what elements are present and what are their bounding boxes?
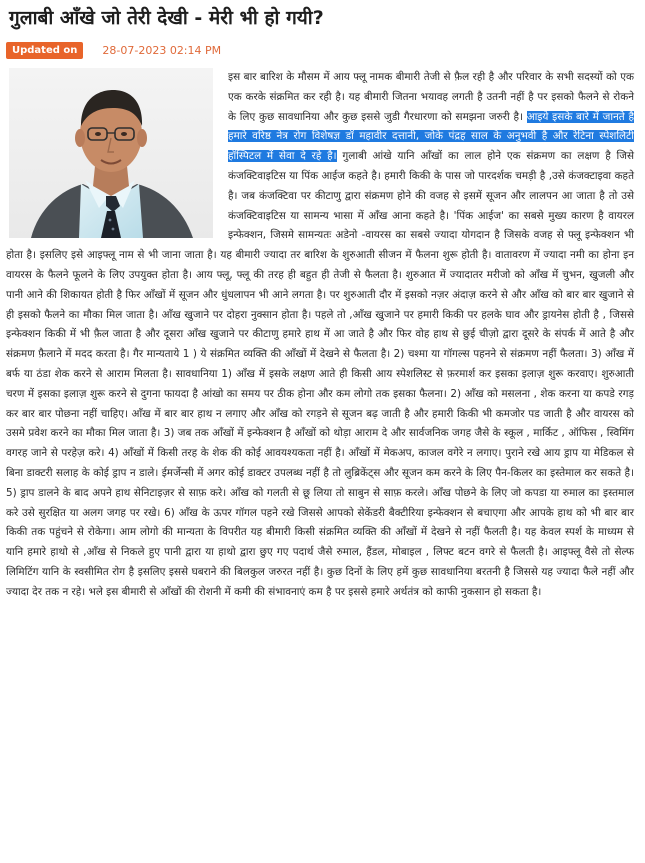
updated-badge: Updated on (6, 42, 83, 59)
selected-text-highlight[interactable]: आइये इसके बारे में जानते है हमारे वरिष्ठ नेत्र रोग विशेषज्ञ डॉ महावीर दत्तानी, जोके पंद्रह साल के अनुभवी है और रेटिना स्पेशलिटी हॉस्पिटल में सेवा दे रहे है। (228, 110, 634, 163)
image-float-spacer (6, 68, 228, 240)
article-body-intro: इस बार बारिश के मौसम में आय फ्लू नामक बीमारी तेजी से फ़ैल रही है और परिवार के सभी सदस्यों को एक एक करके संक्रमित कर रही है। यह बीमारी जितना भयावह लगती है उतनी नहीं है पर इसको फैलने से रोकने के लिए कुछ सावधानिया और कुछ इससे जुडी गैरधारणा को समझना जरुरी है। (228, 71, 634, 123)
article-meta (6, 42, 221, 59)
article-headline: गुलाबी आँखे जो तेरी देखी - मेरी भी हो गयी? (9, 7, 324, 29)
article-body (6, 68, 634, 603)
article-body-rest: गुलाबी आंखे यानि आँखों का लाल होने एक संक्रमण का लक्षण है जिसे कंजक्टिवाइटिस या पिंक आईज कहते है। हमारी किकी के पास जो पारदर्शक चमड़ी है ,उसे कंजक्टाइवा कहते है। जब कंजक्टिवा पर कीटाणु द्वारा संक्रमण होने की वजह से इसमें सूजन और लालपन आ जाता है तो उसे कंजक्टिवाइटिस या सामन्य भासा में आँख आना कहते है। 'पिंक आईज' का सबसे मुख्य कारण है वायरल इन्फेक्शन, जिसमे सामन्यतः अडेनो -वायरस का सबसे ज्यादा योगदान है जिसके वजह से फ्लू इन्फेक्शन भी होता है। इसलिए इसे आइफ्लू नाम से भी जाना जाता है। यह बीमारी ज्यादा तर बारिश के शुरुआती सीजन में फैलना शुरू होती है। वातावरण में ज्यादा नमी का होना इन वायरस के फैलने फूलने के लिए उपयुक्त होता है। आय फ्लू, फ्लू की तरह ही बहुत ही तेजी से फैलता है। शुरुआत में ज्यादातर मरीजो को आँख में चुभन, खुजली और पानी आने की शिकायत होती है फिर आँखों में सूजन और धुंधलापन भी आने लगता है। पर शुरुआती दौर में इसको नज़र अंदाज़ करने से और आँख को बार बार खुजाने से ही इसको फैलने का मौका मिल जाता है। आँख खुजाने पर दोहरा नुक्सान होता है। पहले तो ,आँख खुजाने पर हमारी किकी पर हलके घाव और ड्रायनेस होती है , जिससे इन्फेक्शन किकी में भी फ़ैल जाता है और दूसरा आँख खुजाने पर कीटाणु हमारे हाथ में आ जाते है और फिर वोह हाथ से छुई चीज़ो द्वारा दूसरे के संपर्क में आते है और संक्रमण फ़ैलाने में मदद करता है। गैर मान्यताये 1 ) ये संक्रमित व्यक्ति की आँखों में देखने से फैलता है। 2) चश्मा या गॉगल्स पहनने से संक्रमण नहीं फैलता। 3) आँख में बर्फ या ठंडा शेक करने से आराम मिलता है। सावधानिया 1) आँख में इसके लक्षण आते ही किसी आय स्पेशलिस्ट से फ़रमार्श कर इसका इलाज़ शुरू करवाए। शुरुआती चरण में इसका इलाज़ शुरू करने से दुगना फायदा है आंखो का समय पर ठीक होना और कम लोगो तक इसका फैलना। 2) आँख को मसलना , शेक करना या कपडे रगड़ कर बार बार पोछना नहीं चाहिए। आँख में बार बार हाथ न लगाए और आँख को रगड़ने से सूजन बढ़ जाती है और हमारी किकी भी कमजोर पड जाती है और वायरस को उसमे प्रवेश करने का मौका मिल जाता है। 3) जब तक आँखों में इन्फेक्शन है आँखों को थोड़ा आराम दे और सार्वजनिक जगह जैसे के स्कूल , मार्किट , ऑफिस , स्विमिंग वगरह जाने से परहेज़ करे। 4) आँखों में किसी तरह के शेक की कोई आवयश्यकता नहीं है। आँखों में मेकअप, काजल वगेरे न लगाए। पुराने रखे आय ड्राप या मेडिकल से बिना डाक्टरी सलाह के कोई ड्राप न डाले। ईमर्जेन्सी में अगर कोई डाक्टर उपलब्ध नहीं है तो लुब्रिकेंट्स और सूजन कम करने के लिए पैन-किलर का इस्तेमाल कर सकते है। 5) ड्राप डालने के बाद अपने हाथ सेनिटाइज़र से साफ़ करे। आँख को गलती से छू लिया तो साबुन से साफ़ करले। आँख पोछने के लिए जो कपडा या रुमाल का इस्तमाल करे उसे सुरक्षित या अलग जगह पर रखे। 6) आँख के ऊपर गॉगल पहने रखे जिससे आपको सेकेंडरी बैक्टीरिया इन्फेक्शन से बचाएगा और आपके हाथ को भी बार बार किकी तक पहुंचने से रोकेगा। आम लोगो की मान्यता के विपरीत यह बीमारी किसी संक्रमित व्यक्ति की आँखों में देखने से नहीं फैलती है। यह केवल स्पर्श के माध्यम से यानि हमारे हाथो से ,आँख से निकले हुए पानी द्वारा या हाथो द्वारा छुए गए पदार्थ जैसे रुमाल, हैंडल, मोबाइल , लिफ्ट बटन वगरे से फैलती है। आइफ्लू वैसे तो सेल्फ लिमिटिंग यानि के स्वसीमित रोग है इसलिए इससे घबराने की बिलकुल जरुरत नहीं है। कुछ दिनों के लिए हमें कुछ सावधानिया बरतनी है जिससे यह ज्यादा फैले नहीं और ज्यादा देर तक न रहे। भले इस बीमारी से आँखों की रोशनी में कमी की संभावनाएं कम है पर इससे हमारे अर्थतंत्र को काफी नुकसान हो सकता है। (6, 150, 634, 598)
updated-datetime: 28-07-2023 02:14 PM (102, 44, 222, 57)
